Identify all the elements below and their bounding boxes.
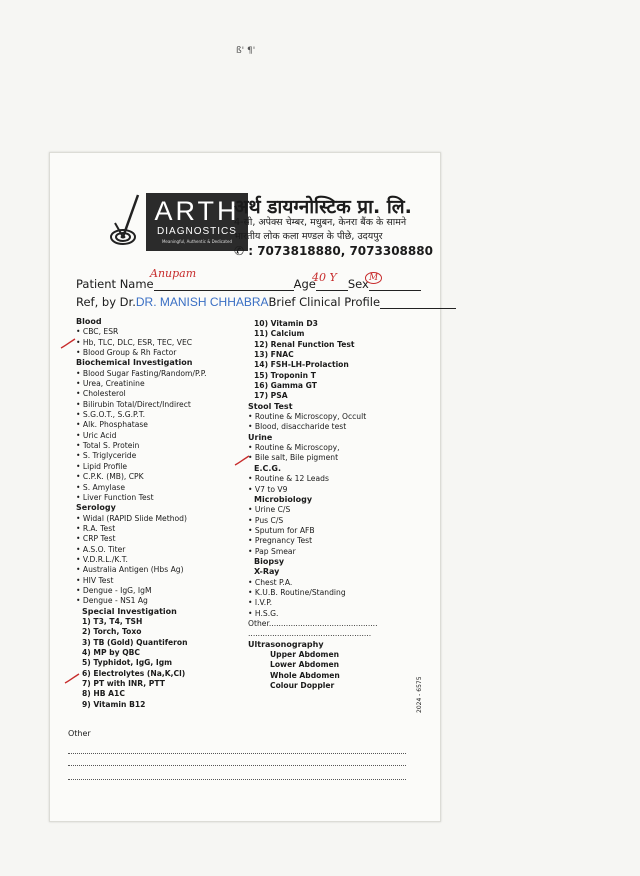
test-item[interactable]: Colour Doppler [270,681,335,691]
test-item[interactable]: 16) Gamma GT [254,381,317,391]
test-item[interactable]: • Liver Function Test [76,493,207,503]
other-line[interactable] [68,779,406,780]
test-item[interactable]: • R.A. Test [76,524,207,534]
other-line[interactable] [68,765,406,766]
test-item[interactable]: • CBC, ESR [76,327,207,337]
patient-name-label: Patient Name [76,277,154,291]
logo-subtitle: DIAGNOSTICS [157,226,237,237]
test-item[interactable]: 7) PT with INR, PTT [82,679,165,689]
test-item[interactable]: 2) Torch, Toxo [82,627,142,637]
test-item[interactable]: 15) Troponin T [254,370,316,380]
logo [146,193,248,251]
test-item[interactable]: • Urine C/S [248,505,378,515]
test-item[interactable]: • Hb, TLC, DLC, ESR, TEC, VEC [76,338,207,348]
test-list-right [248,319,378,691]
test-item[interactable]: • Urea, Creatinine [76,379,207,389]
test-item[interactable]: • Pus C/S [248,516,378,526]
test-item[interactable]: • Routine & Microscopy, Occult [248,412,378,422]
patient-name-field[interactable] [154,279,294,291]
test-item[interactable]: 5) Typhidot, IgG, Igm [82,658,173,668]
test-item: E.C.G. [254,463,282,473]
test-item: Special Investigation [82,606,177,616]
test-item[interactable]: Whole Abdomen [270,670,340,680]
test-item[interactable]: • I.V.P. [248,598,378,608]
ref-label: Ref, by Dr. [76,295,136,309]
test-item: Urine [248,432,273,442]
test-item[interactable]: • Sputum for AFB [248,526,378,536]
test-item: X-Ray [254,567,280,577]
clinical-profile-label: Brief Clinical Profile [268,295,381,309]
test-item[interactable]: • S. Triglyceride [76,451,207,461]
test-item[interactable]: • Widal (RAPID Slide Method) [76,514,207,524]
test-item[interactable]: 9) Vitamin B12 [82,699,146,709]
test-item[interactable]: • Bile salt, Bile pigment [248,453,378,463]
test-item[interactable]: • Pap Smear [248,547,378,557]
test-item: Other............................................. [248,618,378,628]
test-item[interactable]: • S. Amylase [76,483,207,493]
test-item[interactable]: • Routine & Microscopy, [248,443,378,453]
test-item[interactable]: Upper Abdomen [270,650,340,659]
test-item[interactable]: 12) Renal Function Test [254,339,355,349]
company-phone: ✆ : 7073818880, 7073308880 [234,244,433,258]
age-handwritten: 40 Y [312,271,337,284]
test-item[interactable]: • Pregnancy Test [248,536,378,546]
test-item[interactable]: 1) T3, T4, TSH [82,616,143,626]
test-item[interactable]: • V7 to V9 [248,485,378,495]
test-item: Ultrasonography [248,639,324,649]
test-item[interactable]: • V.D.R.L./K.T. [76,555,207,565]
test-item[interactable]: • Uric Acid [76,431,207,441]
test-item[interactable]: • Blood Group & Rh Factor [76,348,207,358]
tick-mark [234,455,250,467]
test-item: Microbiology [254,494,313,504]
clinical-profile-field[interactable] [380,297,456,309]
other-label: Other [68,729,91,738]
test-item: Biochemical Investigation [76,358,193,368]
test-item[interactable]: 14) FSH-LH-Prolaction [254,360,349,370]
company-address: 4-सी, अपेक्स चेम्बर, मधुबन, केनरा बैंक के सामने भारतीय लोक कला मण्डल के पीछे, उदयपुर [234,217,407,242]
patient-name-handwritten: Anupam [150,267,197,280]
referral-row [76,295,456,309]
test-item[interactable]: 3) TB (Gold) Quantiferon [82,637,188,647]
logo-tagline: Meaningful, Authentic & Dedicated [161,239,232,244]
test-item[interactable]: 6) Electrolytes (Na,K,Cl) [82,668,186,678]
test-item[interactable]: • Routine & 12 Leads [248,474,378,484]
test-item[interactable]: 11) Calcium [254,329,305,339]
tick-mark [64,673,80,685]
test-item[interactable]: Lower Abdomen [270,660,340,670]
test-item[interactable]: • Dengue - IgG, IgM [76,586,207,596]
logo-name: ARTH [154,196,240,226]
scan-mark: ß' ¶' [236,46,256,56]
test-item[interactable]: • Lipid Profile [76,462,207,472]
print-code: 2024 - 6575 [416,676,423,713]
doctor-stamp: DR. MANISH CHHABRA [135,295,269,309]
test-item[interactable]: • Chest P.A. [248,578,378,588]
test-item: Biopsy [254,556,285,566]
test-item[interactable]: 4) MP by QBC [82,648,141,657]
test-item[interactable]: 17) PSA [254,391,288,401]
sex-label: Sex [347,277,369,291]
test-item[interactable]: • H.S.G. [248,609,378,619]
test-item: ................................................... [248,629,372,639]
test-list-left [76,317,207,710]
test-item[interactable]: • Australia Antigen (Hbs Ag) [76,565,207,575]
test-item: Stool Test [248,401,293,411]
test-item[interactable]: 10) Vitamin D3 [254,319,318,328]
test-item[interactable]: • S.G.O.T., S.G.P.T. [76,410,207,420]
test-item[interactable]: • CRP Test [76,534,207,544]
sex-handwritten: M [365,272,382,284]
test-item[interactable]: • HIV Test [76,576,207,586]
test-item: Serology [76,503,116,513]
requisition-form [49,152,441,822]
test-item[interactable]: • Dengue - NS1 Ag [76,596,207,606]
tick-mark [60,338,76,350]
test-item[interactable]: • Bilirubin Total/Direct/Indirect [76,400,207,410]
test-item[interactable]: 13) FNAC [254,350,294,360]
other-line[interactable] [68,753,406,754]
test-item[interactable]: • K.U.B. Routine/Standing [248,588,378,598]
test-item[interactable]: • C.P.K. (MB), CPK [76,472,207,482]
logo-target-icon [110,193,140,249]
test-item: Blood [76,317,102,326]
test-item[interactable]: • Alk. Phosphatase [76,420,207,430]
test-item[interactable]: • Total S. Protein [76,441,207,451]
test-item[interactable]: 8) HB A1C [82,689,125,699]
age-label: Age [293,277,316,291]
test-item[interactable]: • Blood Sugar Fasting/Random/P.P. [76,369,207,379]
test-item[interactable]: • Blood, disaccharide test [248,422,378,432]
company-name: अर्थ डायग्नोस्टिक प्रा. लि. [234,196,412,218]
test-item[interactable]: • A.S.O. Titer [76,545,207,555]
test-item[interactable]: • Cholesterol [76,389,207,399]
